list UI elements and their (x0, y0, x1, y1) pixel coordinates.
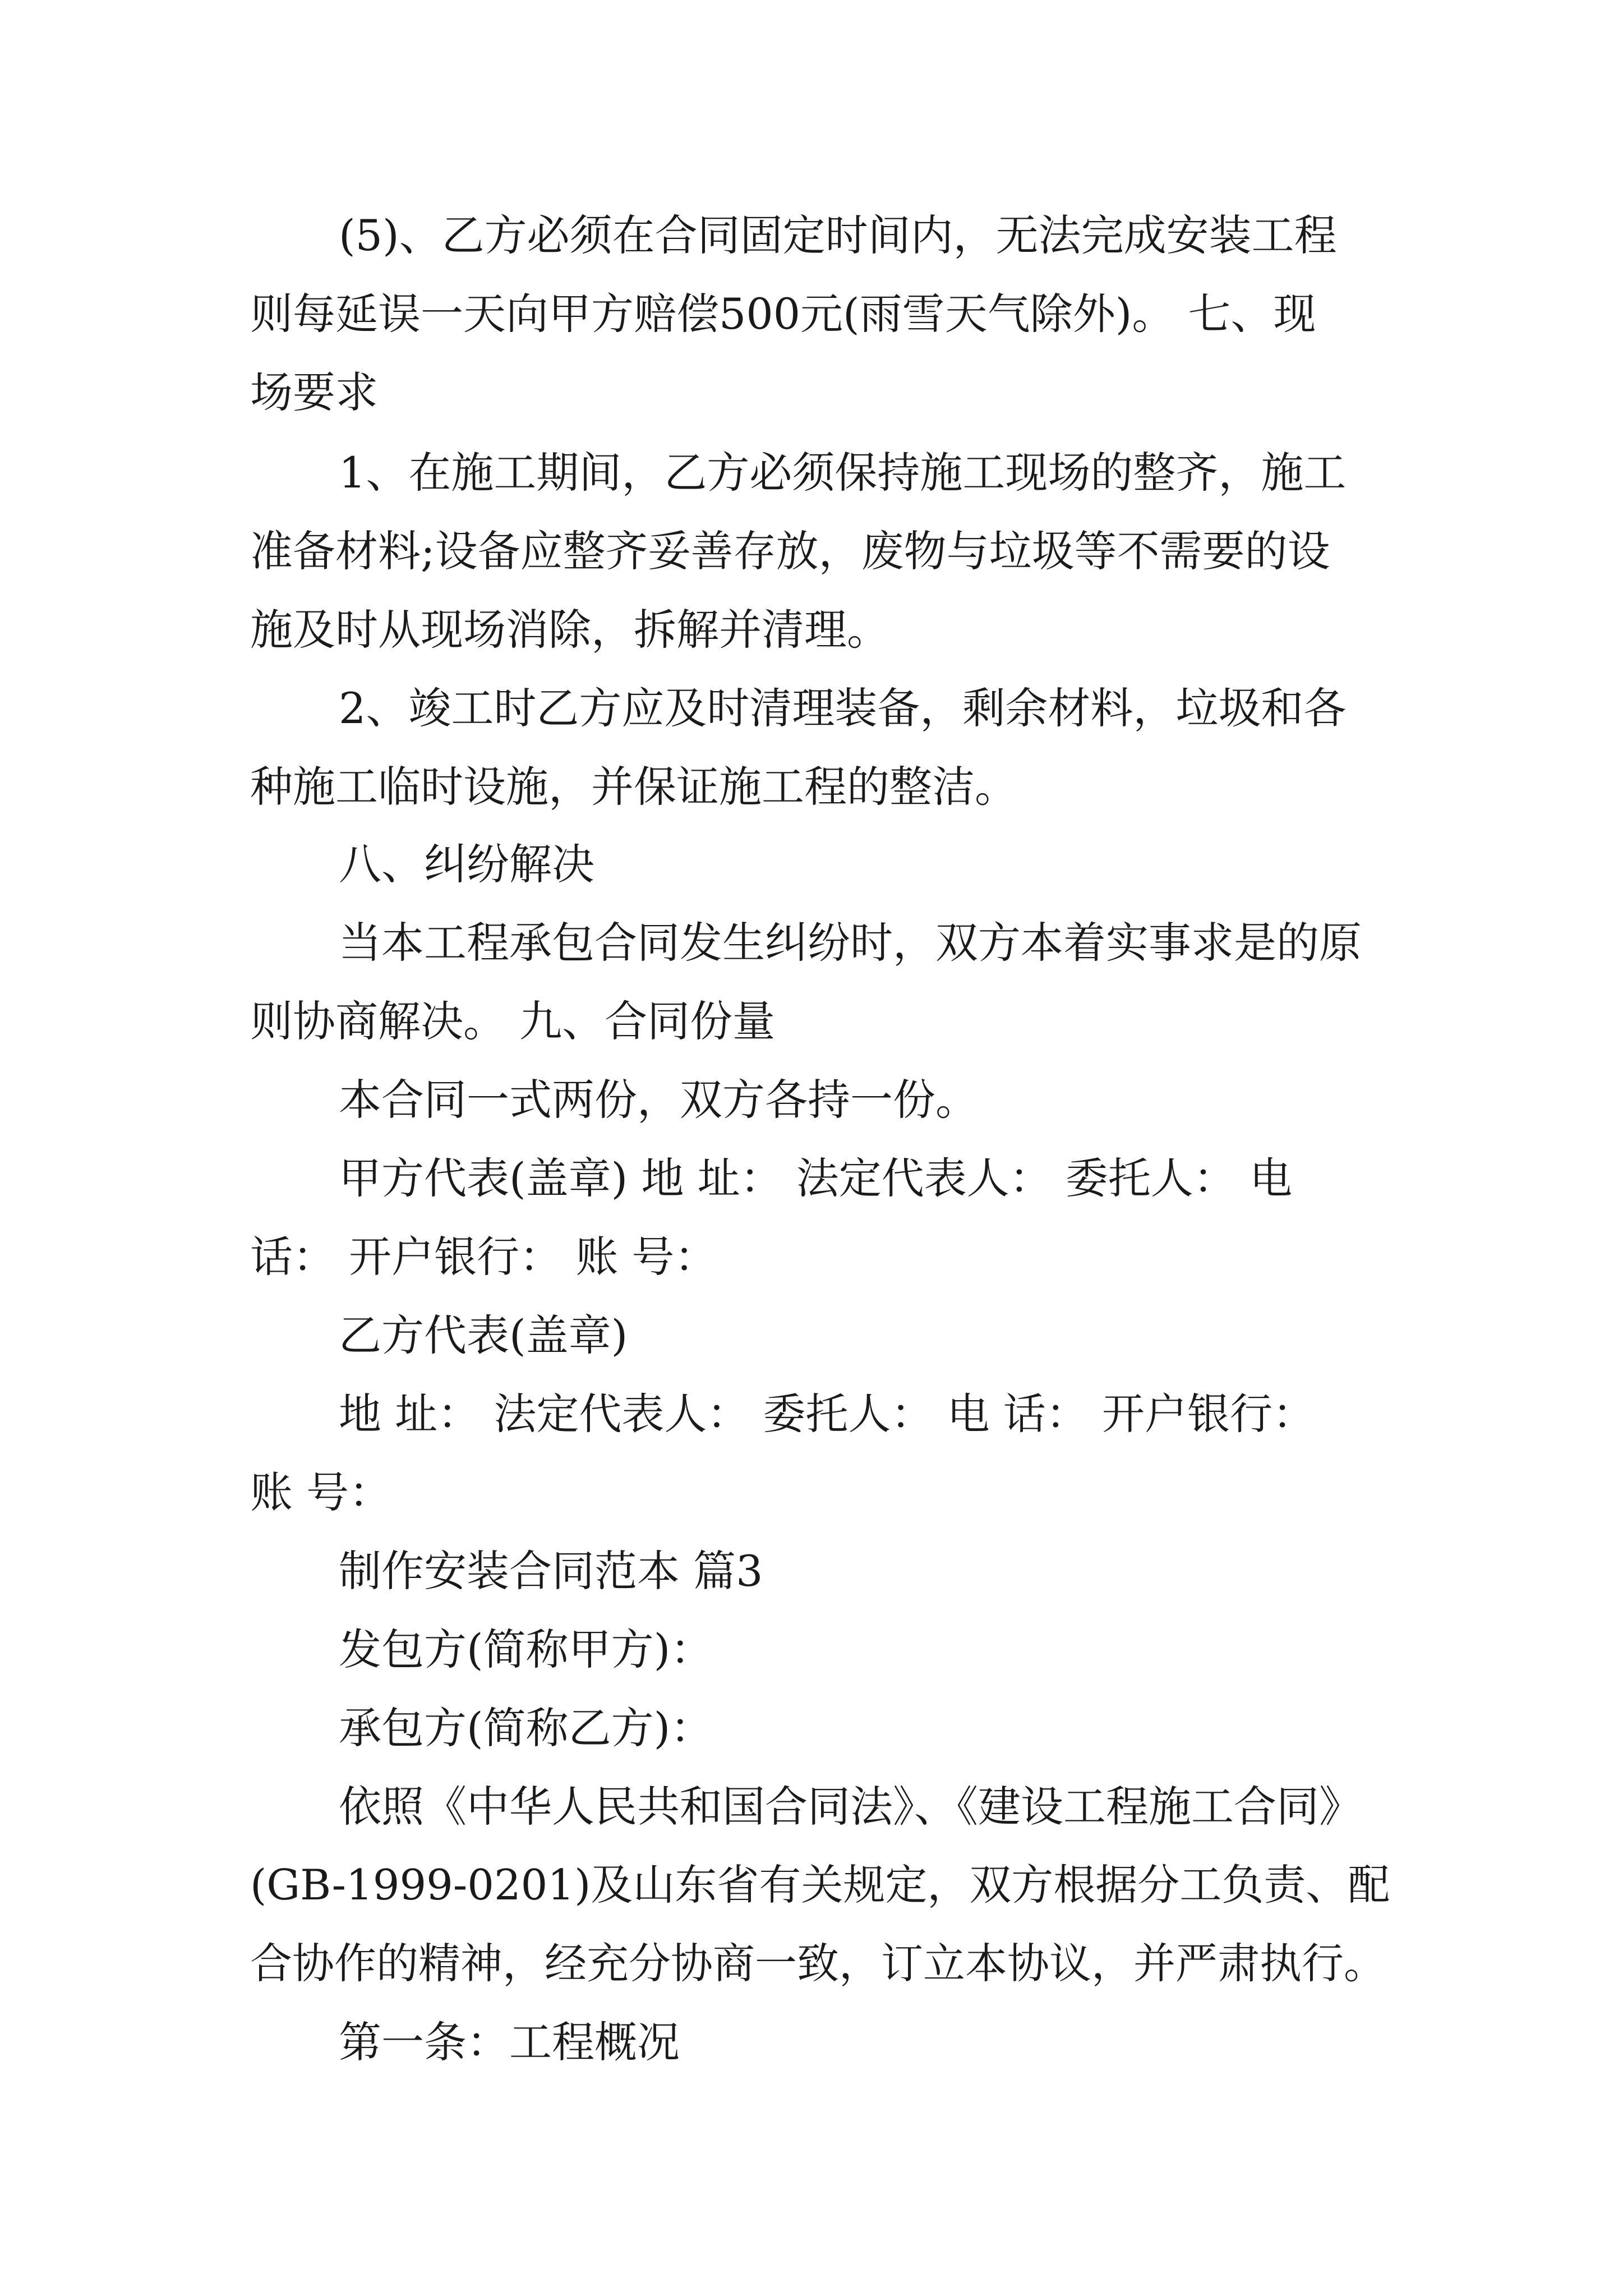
text-line: 则协商解决。 九、合同份量 (250, 996, 776, 1046)
text-line: 甲方代表(盖章) 地 址： 法定代表人： 委托人： 电 (339, 1153, 1293, 1203)
text-line: (GB-1999-0201)及山东省有关规定，双方根据分工负责、配 (250, 1860, 1390, 1910)
text-line: 承包方(简称乙方)： (339, 1703, 713, 1753)
text-line: 2、竣工时乙方应及时清理装备，剩余材料，垃圾和各 (339, 683, 1347, 733)
text-line: 地 址： 法定代表人： 委托人： 电 话： 开户银行： (339, 1389, 1315, 1439)
text-line: 则每延误一天向甲方赔偿500元(雨雪天气除外)。 七、现 (250, 289, 1316, 339)
text-line: 发包方(简称甲方)： (339, 1625, 713, 1674)
text-line: 1、在施工期间，乙方必须保持施工现场的整齐，施工 (339, 448, 1347, 498)
text-line: 种施工临时设施，并保证施工程的整洁。 (250, 762, 1017, 812)
text-line: 依照《中华人民共和国合同法》、《建设工程施工合同》 (339, 1782, 1362, 1832)
text-line: 本合同一式两份，双方各持一份。 (339, 1075, 978, 1125)
text-line: 场要求 (250, 367, 378, 417)
text-line: (5)、乙方必须在合同固定时间内，无法完成安装工程 (339, 210, 1337, 260)
section-heading: 制作安装合同范本 篇3 (339, 1546, 763, 1596)
text-line: 准备材料;设备应整齐妥善存放，废物与垃圾等不需要的设 (250, 526, 1330, 576)
section-heading: 第一条：工程概况 (339, 2017, 680, 2067)
text-line: 账 号： (250, 1467, 392, 1517)
text-line: 乙方代表(盖章) (339, 1310, 628, 1360)
text-line: 当本工程承包合同发生纠纷时，双方本着实事求是的原 (339, 918, 1362, 968)
section-heading: 八、纠纷解决 (339, 839, 594, 889)
text-line: 合协作的精神，经充分协商一致，订立本协议，并严肃执行。 (250, 1939, 1386, 1988)
text-line: 话： 开户银行： 账 号： (250, 1232, 717, 1282)
text-line: 施及时从现场消除，拆解并清理。 (250, 605, 889, 655)
